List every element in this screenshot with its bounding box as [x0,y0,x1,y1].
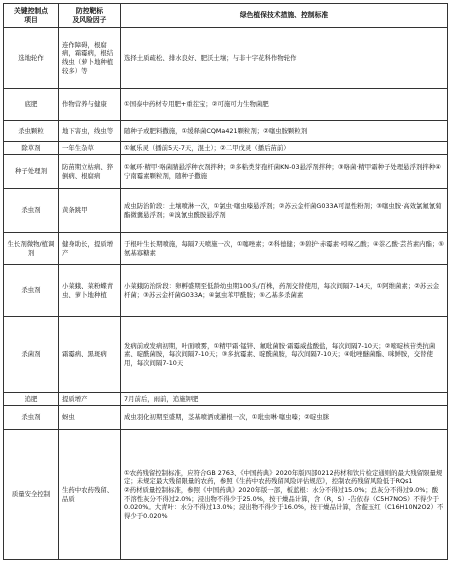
control-point-cell: 杀虫剂 [4,265,59,317]
target-cell: 小菜蛾、菜粉蝶青虫、萝卜地种植 [59,265,121,317]
table-row [4,406,448,430]
control-point-cell: 选地轮作 [4,28,59,89]
measure-cell: 7月前后，雨前，追施钾肥 [121,393,448,406]
control-point-cell: 追肥 [4,393,59,406]
measure-cell: 随种子或肥料撒施，①缓释菌CQMa421颗粒剂；②噻虫胺颗粒剂 [121,121,448,142]
measure-cell: ①氟环·精甲·咯菌腈悬浮种衣剂拌种；②多粘类芽孢杆菌KN-03悬浮剂拌种；③咯菌·精甲霜种子处理悬浮剂拌种④宁南霉素颗粒剂，随种子撒施 [121,155,448,189]
target-cell: 生药中农药残留、品质 [59,430,121,560]
measure-cell: ①国泰中药材专用肥+重茬宝；②可施可力生物菌肥 [121,89,448,121]
target-cell: 防苗期立枯病、猝倒病、根腐病 [59,155,121,189]
table-row [4,121,448,142]
control-point-cell: 杀虫剂 [4,189,59,233]
header-control-point: 关键控制点 项目 [4,4,59,28]
measure-cell: ①农药残留控制标准，应符合GB 2763、《中国药典》2020年版四部0212药材和饮片检定通则的最大残留限量规定；未规定最大残留限量的农药，参照《生药中农药残留风险评估规范》，控制农药残留风险低于RQs1 ②药材质量控制标准，参照《中国药典》2020年版一部，板蓝根：水分不得过15.0%；总灰分不得过9.0%；酸不溶性灰分不得过2.0%；浸出物不得少于25.0%，按干燥品计算，含（R，S）-告依春（C5H7NOS）不得少于0.020%。大青叶：水分不得过13.0%；浸出物不得少于16.0%，按干燥品计算，含靛玉红（C16H10N2O2）不得少于0.020% [121,430,448,560]
table-row [4,317,448,393]
table-row [4,430,448,560]
header-measures: 绿色植保技术措施、控制标准 [121,4,448,28]
header-target: 防控靶标 及风险因子 [59,4,121,28]
measure-cell: 成虫防治阶段：土壤喷淋一次，①氯虫·噻虫嗪悬浮剂；②苏云金杆菌G033A可湿性粉剂；③噻虫胺·高效氯氟氰菊酯微囊悬浮剂；④溴氰虫酰胺悬浮剂 [121,189,448,233]
target-cell: 健身助长，提质增产 [59,233,121,265]
control-point-cell: 杀菌剂 [4,317,59,393]
measure-cell: 小菜蛾防治阶段：卵孵盛期至低龄幼虫期100头/百株，药剂交替使用，每次间隔7-14天，①阿维菌素；②苏云金杆菌；③苏云金杆菌G033A；④氯虫苯甲酰胺；⑤乙基多杀菌素 [121,265,448,317]
target-cell: 一年生杂草 [59,142,121,155]
document [3,3,447,579]
control-point-cell: 杀虫剂 [4,406,59,430]
target-cell: 提质增产 [59,393,121,406]
target-cell: 霜霉病、黑斑病 [59,317,121,393]
table-row [4,89,448,121]
measure-cell: 发病前或发病初期，叶面喷雾，①精甲霜·锰锌、氟吡菌胺·霜霉威盐酸盐，每次间隔7-10天；②嘧啶核苷类抗菌素、啶酰菌胺，每次间隔7-10天；③多抗霉素、啶酰菌胺，每次间隔7-10天；④吡唑醚菌酯、咪鲜胺，交替使用，每次间隔7-10天 [121,317,448,393]
table-row [4,233,448,265]
table-row [4,155,448,189]
table-header-row [4,4,448,28]
table-row [4,393,448,406]
target-cell: 黄条跳甲 [59,189,121,233]
measure-cell: 选择土质疏松、排水良好、肥沃土壤；与非十字花科作物轮作 [121,28,448,89]
control-point-cell: 种子处理剂 [4,155,59,189]
target-cell: 蚜虫 [59,406,121,430]
control-point-cell: 杀虫颗粒 [4,121,59,142]
control-table [3,3,448,560]
table-row [4,142,448,155]
control-point-cell: 除草剂 [4,142,59,155]
table-row [4,189,448,233]
control-point-cell: 生长剂微物/植调剂 [4,233,59,265]
target-cell: 地下害虫，线虫等 [59,121,121,142]
target-cell: 连作障碍，根腐病，霜霉病，根结线虫（萝卜地种植较多）等 [59,28,121,89]
measure-cell: 成虫羽化初期至盛期，茎基喷洒或灌根一次，①吡虫啉·噻虫嗪；②啶虫脒 [121,406,448,430]
measure-cell: ①氟乐灵（播前5天-7天，混土）；②二甲戊灵（播后苗前） [121,142,448,155]
table-row [4,28,448,89]
control-point-cell: 底肥 [4,89,59,121]
control-point-cell: 质量安全控制 [4,430,59,560]
measure-cell: 于根叶生长期喷施，每隔7天喷施一次，①噻唑素；②科德健；③碧护·赤霉素·吲哚乙酸；④萘乙酸·芸苔素内酯；⑤氨基寡糖素 [121,233,448,265]
table-row [4,265,448,317]
target-cell: 作物营养与健康 [59,89,121,121]
